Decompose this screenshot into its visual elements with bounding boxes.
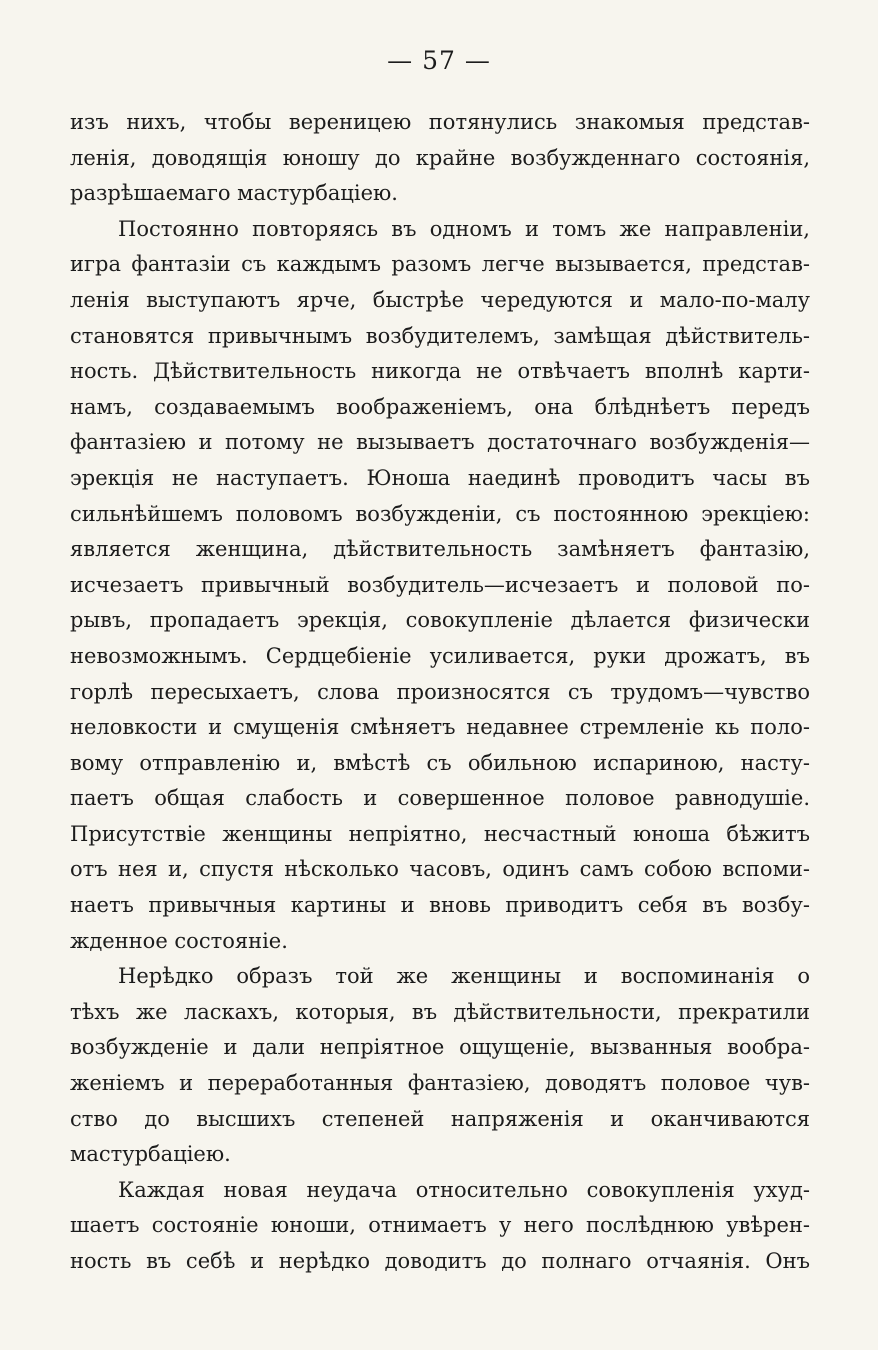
text-line: ленія выступаютъ ярче, быстрѣе чередуются и мало-по-малу <box>70 287 810 312</box>
text-line: наетъ привычныя картины и вновь приводитъ себя въ возбу- <box>70 893 810 918</box>
page-number: — 57 — <box>387 46 491 75</box>
text-line: шаетъ состояніе юноши, отнимаетъ у него послѣднюю увѣрен- <box>70 1213 810 1238</box>
text-line: фантазіею и потому не вызываетъ достаточнаго возбужденія— <box>70 430 810 455</box>
text-line: исчезаетъ привычный возбудитель—исчезаетъ и половой по- <box>70 572 810 597</box>
body-text <box>70 105 810 1280</box>
text-line: игра фантазіи съ каждымъ разомъ легче вызывается, представ- <box>70 252 810 277</box>
text-line: ленія, доводящія юношу до крайне возбужденнаго состоянія, <box>70 145 810 170</box>
text-line: отъ нея и, спустя нѣсколько часовъ, одинъ самъ собою вспоми- <box>70 857 810 882</box>
text-line: жденное состояніе. <box>70 928 288 953</box>
text-line: Каждая новая неудача относительно совокупленія ухуд- <box>118 1177 810 1202</box>
text-line: изъ нихъ, чтобы вереницею потянулись знакомыя представ- <box>70 110 810 134</box>
text-line: горлѣ пересыхаетъ, слова произносятся съ трудомъ—чувство <box>70 679 810 704</box>
text-line: Нерѣдко образъ той же женщины и воспоминанія о <box>118 964 810 989</box>
text-line: паетъ общая слабость и совершенное половое равнодушіе. <box>70 786 810 811</box>
text-line: ность въ себѣ и нерѣдко доводитъ до полнаго отчаянія. Онъ <box>70 1249 810 1273</box>
text-line: является женщина, дѣйствительность замѣняетъ фантазію, <box>70 537 810 562</box>
text-line: намъ, создаваемымъ воображеніемъ, она блѣднѣетъ передъ <box>70 394 810 419</box>
text-line: вому отправленію и, вмѣстѣ съ обильною испариною, насту- <box>70 750 810 775</box>
text-line: становятся привычнымъ возбудителемъ, замѣщая дѣйствитель- <box>70 323 810 348</box>
text-line: сильнѣйшемъ половомъ возбужденіи, съ постоянною эрекціею: <box>70 501 810 526</box>
text-line: ство до высшихъ степеней напряженія и оканчиваются <box>70 1106 810 1131</box>
text-line: рывъ, пропадаетъ эрекція, совокупленіе дѣлается физически <box>70 608 810 633</box>
text-line: неловкости и смущенія смѣняетъ недавнее стремленіе кь поло- <box>70 715 810 740</box>
text-line: эрекція не наступаетъ. Юноша наединѣ проводитъ часы въ <box>70 465 810 490</box>
text-line: женіемъ и переработанныя фантазіею, доводятъ половое чув- <box>70 1071 810 1096</box>
text-line: мастурбаціею. <box>70 1142 231 1167</box>
text-line: Постоянно повторяясь въ одномъ и томъ же направленіи, <box>118 216 810 241</box>
text-line: Присутствіе женщины непріятно, несчастный юноша бѣжитъ <box>70 821 810 846</box>
text-line: ность. Дѣйствительность никогда не отвѣчаетъ вполнѣ карти- <box>70 359 810 384</box>
text-line: разрѣшаемаго мастурбаціею. <box>70 181 398 206</box>
text-line: невозможнымъ. Сердцебіеніе усиливается, руки дрожатъ, въ <box>70 643 810 668</box>
text-line: возбужденіе и дали непріятное ощущеніе, вызванныя вообра- <box>70 1035 810 1060</box>
text-line: тѣхъ же ласкахъ, которыя, въ дѣйствительности, прекратили <box>70 999 810 1024</box>
